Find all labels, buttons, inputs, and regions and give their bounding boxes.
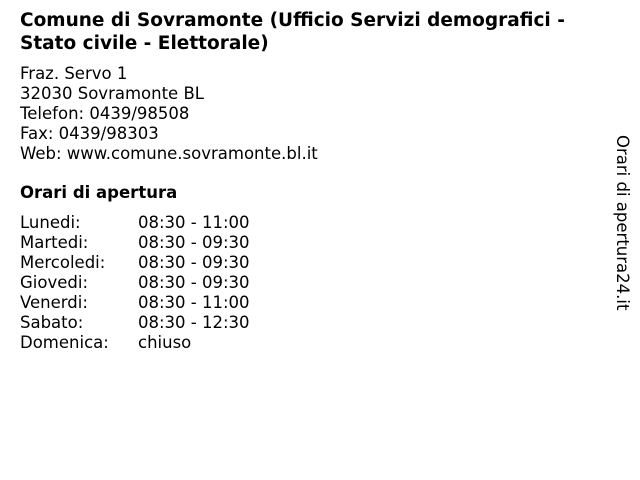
- time-value: chiuso: [138, 333, 192, 352]
- day-label: Sabato:: [20, 313, 84, 332]
- address-street: Fraz. Servo 1: [20, 64, 128, 83]
- time-value: 08:30 - 09:30: [138, 233, 250, 252]
- time-value: 08:30 - 11:00: [138, 213, 250, 232]
- page-title: Comune di Sovramonte (Ufficio Servizi demografici - Stato civile - Elettorale): [20, 10, 565, 54]
- day-label: Martedi:: [20, 233, 89, 252]
- time-value: 08:30 - 09:30: [138, 273, 250, 292]
- address-city: 32030 Sovramonte BL: [20, 84, 204, 103]
- day-label: Giovedi:: [20, 273, 88, 292]
- day-label: Mercoledi:: [20, 253, 106, 272]
- site-watermark: [612, 135, 632, 310]
- address-web: Web: www.comune.sovramonte.bl.it: [20, 144, 318, 163]
- opening-hours-heading: Orari di apertura: [20, 183, 178, 202]
- address-block: [20, 64, 318, 164]
- day-label: Venerdi:: [20, 293, 88, 312]
- watermark-text: Orari di apertura24.it: [613, 135, 632, 311]
- address-fax: Fax: 0439/98303: [20, 124, 159, 143]
- day-label: Domenica:: [20, 333, 109, 352]
- time-value: 08:30 - 11:00: [138, 293, 250, 312]
- address-phone: Telefon: 0439/98508: [20, 104, 190, 123]
- time-value: 08:30 - 12:30: [138, 313, 250, 332]
- time-value: 08:30 - 09:30: [138, 253, 250, 272]
- day-label: Lunedi:: [20, 213, 81, 232]
